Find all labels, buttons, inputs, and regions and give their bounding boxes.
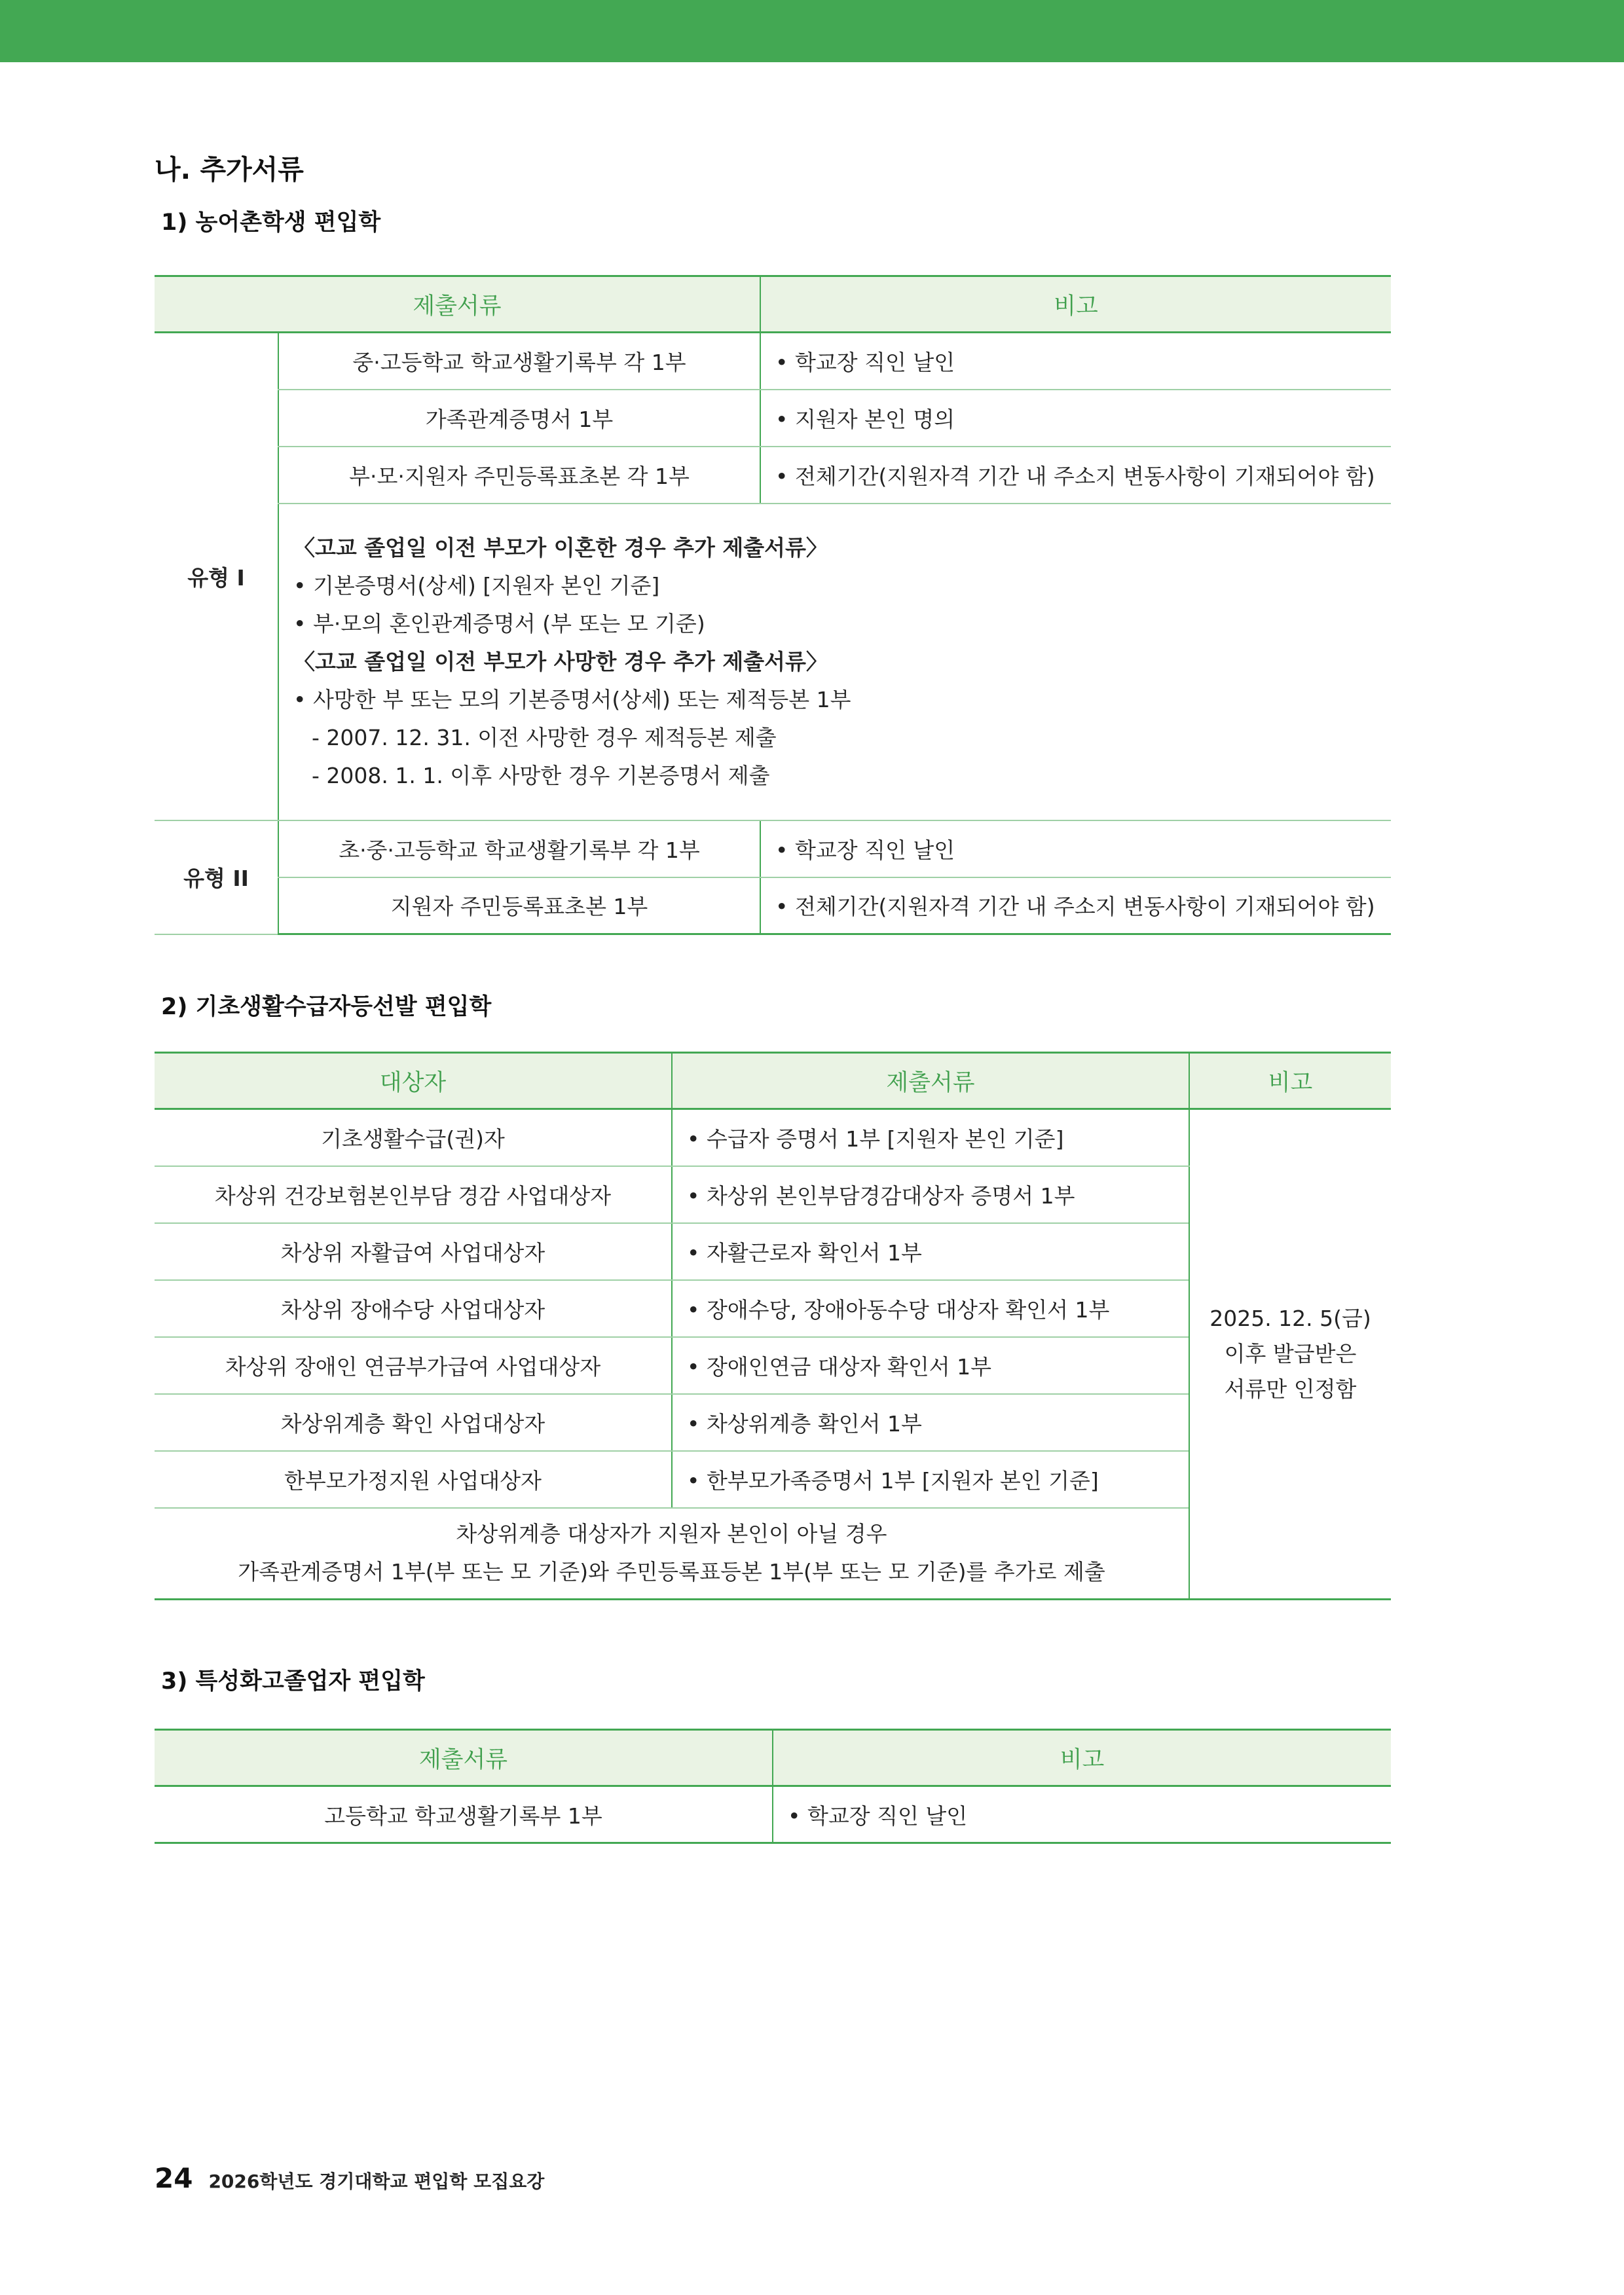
target-cell: 차상위 자활급여 사업대상자 — [155, 1223, 672, 1280]
death-extra-subitem: - 2008. 1. 1. 이후 사망한 경우 기본증명서 제출 — [312, 762, 770, 788]
page-footer — [155, 2162, 544, 2194]
target-cell: 차상위 건강보험본인부담 경감 사업대상자 — [155, 1166, 672, 1223]
basic-livelihood-table — [155, 1052, 1391, 1600]
remark-line: 이후 발급받은 — [1224, 1341, 1357, 1367]
document-cell: 고등학교 학교생활기록부 1부 — [155, 1786, 773, 1843]
document-cell: • 장애수당, 장애아동수당 대상자 확인서 1부 — [672, 1280, 1189, 1337]
type2-label: 유형 II — [155, 820, 278, 934]
family-extra-notice — [155, 1508, 1189, 1600]
rural-student-table — [155, 275, 1391, 935]
part3-title: 3) 특성화고졸업자 편입학 — [161, 1668, 425, 1695]
target-cell: 차상위 장애수당 사업대상자 — [155, 1280, 672, 1337]
divorce-extra-heading: 〈고교 졸업일 이전 부모가 이혼한 경우 추가 제출서류〉 — [293, 534, 828, 560]
remark-line: 2025. 12. 5(금) — [1209, 1306, 1371, 1331]
column-header-target: 대상자 — [155, 1053, 672, 1109]
type1-note-1: • 학교장 직인 날인 — [760, 333, 1391, 390]
type1-doc-2: 가족관계증명서 1부 — [278, 390, 760, 447]
death-extra-heading: 〈고교 졸업일 이전 부모가 사망한 경우 추가 제출서류〉 — [293, 648, 828, 674]
type2-doc-1: 초·중·고등학교 학교생활기록부 각 1부 — [278, 820, 760, 877]
notice-line: 가족관계증명서 1부(부 또는 모 기준)와 주민등록표등본 1부(부 또는 모 기준)를 추가로 제출 — [238, 1559, 1105, 1585]
type2-note-2: • 전체기간(지원자격 기간 내 주소지 변동사항이 기재되어야 함) — [760, 877, 1391, 934]
document-title: 2026학년도 경기대학교 편입학 모집요강 — [208, 2171, 545, 2192]
notice-line: 차상위계층 대상자가 지원자 본인이 아닐 경우 — [456, 1521, 887, 1547]
target-cell: 한부모가정지원 사업대상자 — [155, 1451, 672, 1508]
column-header-remarks: 비고 — [1189, 1053, 1391, 1109]
document-cell: • 한부모가족증명서 1부 [지원자 본인 기준] — [672, 1451, 1189, 1508]
column-header-documents: 제출서류 — [155, 1730, 773, 1786]
part2-title: 2) 기초생활수급자등선발 편입학 — [161, 994, 492, 1020]
type1-doc-1: 중·고등학교 학교생활기록부 각 1부 — [278, 333, 760, 390]
type1-note-3: • 전체기간(지원자격 기간 내 주소지 변동사항이 기재되어야 함) — [760, 447, 1391, 504]
issue-date-remark — [1189, 1109, 1391, 1600]
vocational-graduate-table — [155, 1729, 1391, 1844]
divorce-extra-item: • 기본증명서(상세) [지원자 본인 기준] — [293, 572, 660, 598]
column-header-documents: 제출서류 — [155, 276, 760, 333]
header-accent-bar — [0, 0, 1624, 62]
document-cell: • 차상위 본인부담경감대상자 증명서 1부 — [672, 1166, 1189, 1223]
death-extra-item: • 사망한 부 또는 모의 기본증명서(상세) 또는 제적등본 1부 — [293, 686, 851, 712]
type2-note-1: • 학교장 직인 날인 — [760, 820, 1391, 877]
type1-doc-3: 부·모·지원자 주민등록표초본 각 1부 — [278, 447, 760, 504]
target-cell: 기초생활수급(권)자 — [155, 1109, 672, 1166]
type1-extra-documents — [278, 504, 1391, 820]
document-cell: • 자활근로자 확인서 1부 — [672, 1223, 1189, 1280]
remark-cell: • 학교장 직인 날인 — [773, 1786, 1391, 1843]
death-extra-subitem: - 2007. 12. 31. 이전 사망한 경우 제적등본 제출 — [312, 724, 777, 750]
remark-line: 서류만 인정함 — [1224, 1376, 1357, 1402]
section-title: 나. 추가서류 — [155, 154, 304, 185]
column-header-documents: 제출서류 — [672, 1053, 1189, 1109]
target-cell: 차상위계층 확인 사업대상자 — [155, 1394, 672, 1451]
type1-label: 유형 I — [155, 333, 278, 820]
type1-note-2: • 지원자 본인 명의 — [760, 390, 1391, 447]
column-header-remarks: 비고 — [773, 1730, 1391, 1786]
page-number: 24 — [155, 2162, 193, 2194]
type2-doc-2: 지원자 주민등록표초본 1부 — [278, 877, 760, 934]
document-cell: • 차상위계층 확인서 1부 — [672, 1394, 1189, 1451]
part1-title: 1) 농어촌학생 편입학 — [161, 210, 381, 236]
document-cell: • 수급자 증명서 1부 [지원자 본인 기준] — [672, 1109, 1189, 1166]
column-header-remarks: 비고 — [760, 276, 1391, 333]
divorce-extra-item: • 부·모의 혼인관계증명서 (부 또는 모 기준) — [293, 610, 705, 636]
target-cell: 차상위 장애인 연금부가급여 사업대상자 — [155, 1337, 672, 1394]
document-cell: • 장애인연금 대상자 확인서 1부 — [672, 1337, 1189, 1394]
